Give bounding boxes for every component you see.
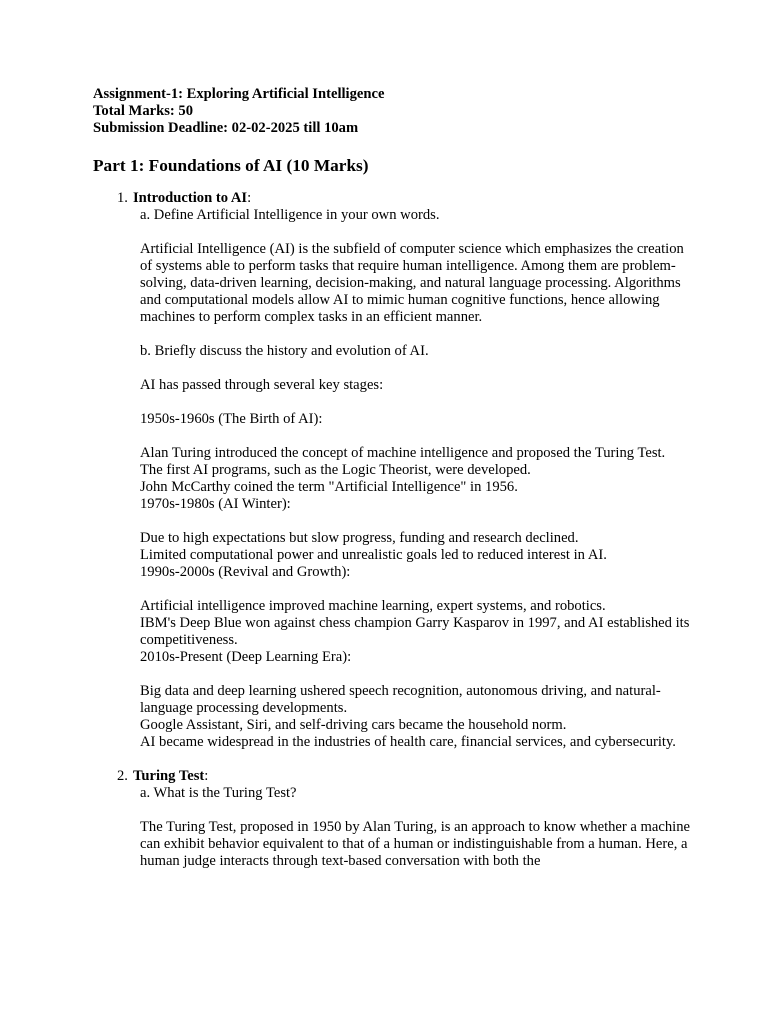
era-point: The first AI programs, such as the Logic Theorist, were developed. <box>140 462 531 478</box>
question-1-body <box>140 207 693 751</box>
era-point: Alan Turing introduced the concept of machine intelligence and proposed the Turing Test. <box>140 445 666 461</box>
question-2-heading: 2. Turing Test: <box>117 768 209 784</box>
question-1-number: 1. <box>117 190 128 206</box>
era-point: John McCarthy coined the term "Artificial Intelligence" in 1956. <box>140 479 518 495</box>
era-point: IBM's Deep Blue won against chess champion Garry Kasparov in 1997, and AI established its competitiveness. <box>140 615 690 648</box>
submission-deadline: Submission Deadline: 02-02-2025 till 10am <box>93 120 359 136</box>
era-point: Big data and deep learning ushered speech recognition, autonomous driving, and natural-language processing developments. <box>140 683 661 716</box>
question-1-title: Introduction to AI <box>133 190 248 206</box>
era-heading: 1990s-2000s (Revival and Growth): <box>140 564 351 580</box>
era-heading: 1950s-1960s (The Birth of AI): <box>140 411 323 427</box>
q1-part-a-answer: Artificial Intelligence (AI) is the subfield of computer science which emphasizes the creation of systems able to perform tasks that require human intelligence. Among them are problem-solving, data-driven learning, decision-making, and natural language processing. Algorithms and computational models allow AI to mimic human cognitive functions, hence allowing machines to perform complex tasks in an efficient manner. <box>140 241 684 325</box>
document-page <box>93 86 693 870</box>
q1-part-a-question: a. Define Artificial Intelligence in your own words. <box>140 207 440 223</box>
part1-heading: Part 1: Foundations of AI (10 Marks) <box>93 156 369 175</box>
era-point: Due to high expectations but slow progress, funding and research declined. <box>140 530 579 546</box>
question-2-body <box>140 785 693 870</box>
assignment-title: Assignment-1: Exploring Artificial Intelligence <box>93 86 385 102</box>
question-2-title: Turing Test <box>133 768 205 784</box>
era-heading: 1970s-1980s (AI Winter): <box>140 496 291 512</box>
total-marks: Total Marks: 50 <box>93 103 193 119</box>
question-2 <box>93 768 693 870</box>
era-point: AI became widespread in the industries of health care, financial services, and cybersecurity. <box>140 734 676 750</box>
era-point: Limited computational power and unrealistic goals led to reduced interest in AI. <box>140 547 607 563</box>
era-point: Artificial intelligence improved machine learning, expert systems, and robotics. <box>140 598 606 614</box>
question-2-number: 2. <box>117 768 128 784</box>
question-1-heading: 1. Introduction to AI: <box>117 190 252 206</box>
era-point: Google Assistant, Siri, and self-driving cars became the household norm. <box>140 717 567 733</box>
q1-part-b-question: b. Briefly discuss the history and evolution of AI. <box>140 343 429 359</box>
q2-part-a-answer: The Turing Test, proposed in 1950 by Alan Turing, is an approach to know whether a machine can exhibit behavior equivalent to that of a human or indistinguishable from a human. Here, a human judge interacts through text-based conversation with both the <box>140 819 690 869</box>
q2-part-a-question: a. What is the Turing Test? <box>140 785 297 801</box>
q1-part-b-intro: AI has passed through several key stages: <box>140 377 384 393</box>
era-heading: 2010s-Present (Deep Learning Era): <box>140 649 352 665</box>
question-1 <box>93 190 693 751</box>
